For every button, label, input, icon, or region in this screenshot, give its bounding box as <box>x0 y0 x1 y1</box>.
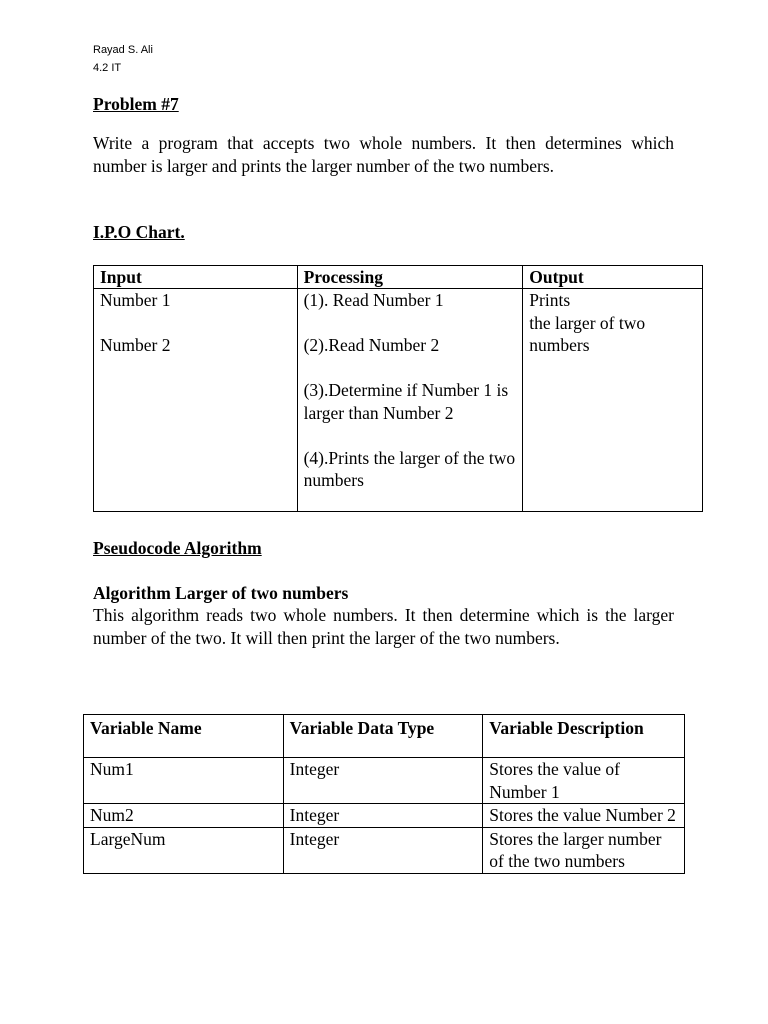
ipo-output-line: numbers <box>529 335 590 355</box>
variable-name-cell: Num1 <box>84 758 284 804</box>
ipo-processing-step: (2).Read Number 2 <box>303 335 440 355</box>
ipo-col-input: Input <box>94 266 298 289</box>
variable-type-cell: Integer <box>283 827 483 873</box>
ipo-col-output: Output <box>523 266 703 289</box>
ipo-processing-cell <box>297 289 523 512</box>
variable-table <box>83 714 685 874</box>
variable-col-name: Variable Name <box>84 715 284 758</box>
ipo-heading: I.P.O Chart. <box>93 222 185 242</box>
ipo-body-row <box>94 289 703 512</box>
ipo-input-cell <box>94 289 298 512</box>
variable-header-row <box>84 715 685 758</box>
ipo-input-item: Number 1 <box>100 290 171 310</box>
table-row <box>84 827 685 873</box>
variable-name-cell: LargeNum <box>84 827 284 873</box>
variable-type-cell: Integer <box>283 804 483 828</box>
variable-col-type: Variable Data Type <box>283 715 483 758</box>
variable-description-cell: Stores the value Number 2 <box>483 804 685 828</box>
problem-title: Problem #7 <box>93 94 179 114</box>
ipo-output-line: the larger of two <box>529 312 646 333</box>
author-name: Rayad S. Ali <box>93 44 153 56</box>
variable-type-cell: Integer <box>283 758 483 804</box>
ipo-header-row <box>94 266 703 289</box>
ipo-processing-step: (3).Determine if Number 1 is larger than Number 2 <box>303 380 509 423</box>
ipo-col-processing: Processing <box>297 266 523 289</box>
class-label: 4.2 IT <box>93 62 122 74</box>
ipo-chart-table <box>93 265 703 512</box>
algorithm-title: Algorithm Larger of two numbers <box>93 583 349 603</box>
variable-col-description: Variable Description <box>483 715 685 758</box>
ipo-processing-step: (4).Prints the larger of the two numbers <box>303 447 516 490</box>
table-row <box>84 758 685 804</box>
ipo-output-line: Prints <box>529 290 571 310</box>
ipo-input-item: Number 2 <box>100 335 171 355</box>
variable-description-cell: Stores the value of Number 1 <box>483 758 685 804</box>
variable-name-cell: Num2 <box>84 804 284 828</box>
problem-description: Write a program that accepts two whole numbers. It then determines which number is larger and prints the larger number of the two numbers. <box>93 133 674 176</box>
pseudocode-heading: Pseudocode Algorithm <box>93 538 262 558</box>
table-row <box>84 804 685 828</box>
variable-description-cell: Stores the larger number of the two numbers <box>483 827 685 873</box>
ipo-output-cell <box>523 289 703 512</box>
ipo-processing-step: (1). Read Number 1 <box>303 290 444 310</box>
algorithm-description: This algorithm reads two whole numbers. It then determine which is the larger number of the two. It will then print the larger of the two numbers. <box>93 605 674 648</box>
